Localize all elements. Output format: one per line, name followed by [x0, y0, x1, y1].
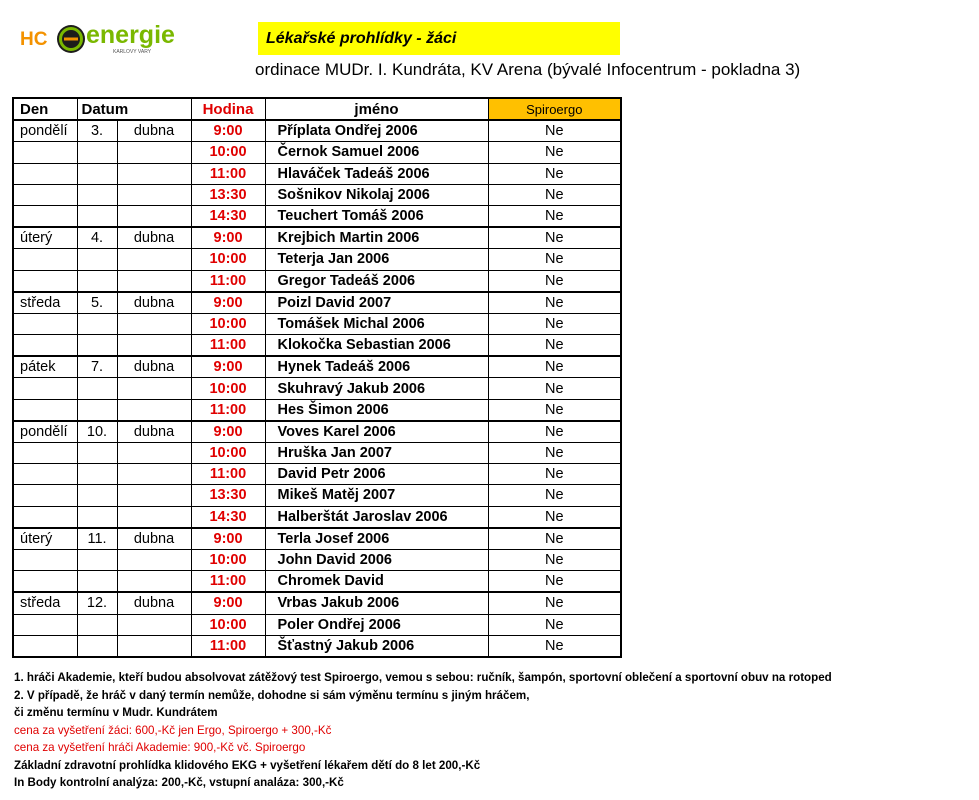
- cell-month: [117, 571, 191, 593]
- cell-spiroergo: Ne: [488, 120, 621, 142]
- cell-month: [117, 335, 191, 357]
- table-row: [13, 464, 621, 485]
- cell-time: 9:00: [191, 120, 265, 142]
- table-row: [13, 205, 621, 227]
- table-row: [13, 335, 621, 357]
- cell-time: 10:00: [191, 443, 265, 464]
- cell-den: středa: [13, 592, 77, 614]
- cell-time: 9:00: [191, 592, 265, 614]
- cell-month: [117, 249, 191, 270]
- cell-day-number: [77, 635, 117, 657]
- table-row: [13, 592, 621, 614]
- page-title: Lékařské prohlídky - žáci: [266, 30, 457, 47]
- cell-time: 14:30: [191, 506, 265, 528]
- cell-month: [117, 184, 191, 205]
- cell-spiroergo: Ne: [488, 378, 621, 399]
- cell-name: Černok Samuel 2006: [265, 142, 488, 163]
- header-datum: Datum: [77, 98, 191, 120]
- cell-den: středa: [13, 292, 77, 314]
- table-row: [13, 399, 621, 421]
- cell-spiroergo: Ne: [488, 549, 621, 570]
- cell-month: [117, 270, 191, 292]
- cell-spiroergo: Ne: [488, 270, 621, 292]
- cell-time: 11:00: [191, 335, 265, 357]
- cell-time: 10:00: [191, 378, 265, 399]
- cell-day-number: [77, 313, 117, 334]
- cell-day-number: [77, 378, 117, 399]
- cell-spiroergo: Ne: [488, 421, 621, 443]
- cell-day-number: 7.: [77, 356, 117, 378]
- logo-energie: energie: [86, 21, 175, 49]
- cell-time: 9:00: [191, 528, 265, 550]
- cell-spiroergo: Ne: [488, 356, 621, 378]
- cell-month: [117, 635, 191, 657]
- cell-den: [13, 506, 77, 528]
- cell-day-number: [77, 485, 117, 506]
- cell-day-number: [77, 142, 117, 163]
- cell-day-number: [77, 184, 117, 205]
- header-hodina: Hodina: [191, 98, 265, 120]
- cell-name: Hynek Tadeáš 2006: [265, 356, 488, 378]
- table-row: [13, 571, 621, 593]
- cell-day-number: 12.: [77, 592, 117, 614]
- cell-time: 11:00: [191, 571, 265, 593]
- cell-spiroergo: Ne: [488, 635, 621, 657]
- cell-day-number: 4.: [77, 227, 117, 249]
- cell-time: 10:00: [191, 313, 265, 334]
- table-row: [13, 249, 621, 270]
- cell-name: Halberštát Jaroslav 2006: [265, 506, 488, 528]
- cell-spiroergo: Ne: [488, 528, 621, 550]
- cell-name: Vrbas Jakub 2006: [265, 592, 488, 614]
- cell-time: 10:00: [191, 614, 265, 635]
- cell-month: [117, 549, 191, 570]
- cell-spiroergo: Ne: [488, 292, 621, 314]
- cell-spiroergo: Ne: [488, 184, 621, 205]
- cell-name: Chromek David: [265, 571, 488, 593]
- cell-month: dubna: [117, 528, 191, 550]
- cell-spiroergo: Ne: [488, 163, 621, 184]
- cell-day-number: [77, 464, 117, 485]
- cell-den: [13, 163, 77, 184]
- cell-day-number: [77, 249, 117, 270]
- cell-spiroergo: Ne: [488, 227, 621, 249]
- cell-den: [13, 335, 77, 357]
- cell-name: Poizl David 2007: [265, 292, 488, 314]
- cell-name: Šťastný Jakub 2006: [265, 635, 488, 657]
- cell-den: [13, 378, 77, 399]
- cell-den: pondělí: [13, 120, 77, 142]
- cell-spiroergo: Ne: [488, 443, 621, 464]
- cell-spiroergo: Ne: [488, 249, 621, 270]
- table-row: [13, 142, 621, 163]
- table-row: [13, 614, 621, 635]
- table-row: [13, 421, 621, 443]
- cell-name: Terla Josef 2006: [265, 528, 488, 550]
- table-row: [13, 313, 621, 334]
- cell-den: [13, 270, 77, 292]
- cell-month: dubna: [117, 421, 191, 443]
- cell-den: [13, 443, 77, 464]
- cell-name: John David 2006: [265, 549, 488, 570]
- cell-day-number: [77, 571, 117, 593]
- cell-month: [117, 506, 191, 528]
- cell-time: 10:00: [191, 249, 265, 270]
- cell-day-number: [77, 270, 117, 292]
- cell-den: pátek: [13, 356, 77, 378]
- note-line: 2. V případě, že hráč v daný termín nemůže, dohodne si sám výměnu termínu s jiným hráčem,: [14, 688, 530, 702]
- cell-name: Klokočka Sebastian 2006: [265, 335, 488, 357]
- cell-month: dubna: [117, 292, 191, 314]
- table-row: [13, 356, 621, 378]
- cell-spiroergo: Ne: [488, 142, 621, 163]
- note-line: či změnu termínu v Mudr. Kundrátem: [14, 706, 218, 719]
- table-row: [13, 635, 621, 657]
- cell-day-number: 10.: [77, 421, 117, 443]
- cell-den: [13, 399, 77, 421]
- cell-den: úterý: [13, 227, 77, 249]
- cell-time: 11:00: [191, 163, 265, 184]
- cell-day-number: [77, 443, 117, 464]
- logo-sub: KARLOVY VARY: [113, 49, 152, 55]
- note-line: cena za vyšetření žáci: 600,-Kč jen Ergo, Spiroergo + 300,-Kč: [14, 723, 332, 737]
- cell-time: 9:00: [191, 292, 265, 314]
- table-row: [13, 443, 621, 464]
- cell-time: 9:00: [191, 421, 265, 443]
- cell-name: Hes Šimon 2006: [265, 399, 488, 421]
- cell-time: 14:30: [191, 205, 265, 227]
- table-row: [13, 528, 621, 550]
- table-row: [13, 292, 621, 314]
- cell-name: Krejbich Martin 2006: [265, 227, 488, 249]
- cell-month: [117, 614, 191, 635]
- cell-time: 11:00: [191, 270, 265, 292]
- cell-den: [13, 249, 77, 270]
- cell-den: [13, 184, 77, 205]
- cell-time: 9:00: [191, 227, 265, 249]
- cell-day-number: [77, 549, 117, 570]
- cell-spiroergo: Ne: [488, 205, 621, 227]
- cell-time: 9:00: [191, 356, 265, 378]
- cell-name: Tomášek Michal 2006: [265, 313, 488, 334]
- notes-section: [14, 669, 974, 792]
- cell-den: [13, 571, 77, 593]
- cell-name: Hlaváček Tadeáš 2006: [265, 163, 488, 184]
- cell-day-number: 3.: [77, 120, 117, 142]
- cell-den: [13, 205, 77, 227]
- header-spiroergo: Spiroergo: [488, 98, 621, 120]
- page-subtitle: ordinace MUDr. I. Kundráta, KV Arena (bývalé Infocentrum - pokladna 3): [255, 60, 801, 79]
- note-line: In Body kontrolní analýza: 200,-Kč, vstupní analáza: 300,-Kč: [14, 776, 344, 789]
- cell-spiroergo: Ne: [488, 313, 621, 334]
- cell-den: pondělí: [13, 421, 77, 443]
- cell-day-number: [77, 205, 117, 227]
- cell-name: Skuhravý Jakub 2006: [265, 378, 488, 399]
- cell-month: [117, 443, 191, 464]
- cell-spiroergo: Ne: [488, 614, 621, 635]
- cell-name: Gregor Tadeáš 2006: [265, 270, 488, 292]
- cell-month: [117, 378, 191, 399]
- cell-name: Teterja Jan 2006: [265, 249, 488, 270]
- table-row: [13, 163, 621, 184]
- header-den: Den: [13, 98, 77, 120]
- cell-day-number: [77, 614, 117, 635]
- cell-time: 11:00: [191, 399, 265, 421]
- cell-time: 13:30: [191, 184, 265, 205]
- table-row: [13, 549, 621, 570]
- table-row: [13, 120, 621, 142]
- cell-month: [117, 313, 191, 334]
- table-row: [13, 184, 621, 205]
- cell-month: dubna: [117, 592, 191, 614]
- header-jmeno: jméno: [265, 98, 488, 120]
- cell-den: [13, 485, 77, 506]
- cell-day-number: [77, 163, 117, 184]
- cell-den: [13, 614, 77, 635]
- cell-name: Voves Karel 2006: [265, 421, 488, 443]
- note-line: 1. hráči Akademie, kteří budou absolvovat zátěžový test Spiroergo, vemou s sebou: ručník, šampón, sportovní oblečení a sportovní obuv na rotoped: [14, 671, 832, 684]
- cell-day-number: 11.: [77, 528, 117, 550]
- cell-den: [13, 549, 77, 570]
- cell-time: 11:00: [191, 635, 265, 657]
- cell-spiroergo: Ne: [488, 485, 621, 506]
- cell-month: [117, 142, 191, 163]
- cell-day-number: [77, 335, 117, 357]
- cell-name: Mikeš Matěj 2007: [265, 485, 488, 506]
- cell-den: úterý: [13, 528, 77, 550]
- cell-spiroergo: Ne: [488, 592, 621, 614]
- schedule-table: [12, 97, 622, 658]
- cell-den: [13, 635, 77, 657]
- note-line: cena za vyšetření hráči Akademie: 900,-Kč vč. Spiroergo: [14, 741, 306, 754]
- cell-time: 10:00: [191, 549, 265, 570]
- cell-time: 11:00: [191, 464, 265, 485]
- table-row: [13, 227, 621, 249]
- cell-spiroergo: Ne: [488, 571, 621, 593]
- cell-spiroergo: Ne: [488, 335, 621, 357]
- cell-spiroergo: Ne: [488, 464, 621, 485]
- table-row: [13, 378, 621, 399]
- cell-name: Příplata Ondřej 2006: [265, 120, 488, 142]
- cell-month: [117, 205, 191, 227]
- cell-name: Sošnikov Nikolaj 2006: [265, 184, 488, 205]
- hc-energie-logo: [18, 18, 198, 58]
- cell-day-number: 5.: [77, 292, 117, 314]
- cell-month: dubna: [117, 120, 191, 142]
- cell-name: David Petr 2006: [265, 464, 488, 485]
- cell-name: Teuchert Tomáš 2006: [265, 205, 488, 227]
- cell-name: Poler Ondřej 2006: [265, 614, 488, 635]
- cell-month: [117, 485, 191, 506]
- table-row: [13, 270, 621, 292]
- cell-month: dubna: [117, 227, 191, 249]
- cell-day-number: [77, 399, 117, 421]
- cell-den: [13, 142, 77, 163]
- cell-month: dubna: [117, 356, 191, 378]
- table-row: [13, 506, 621, 528]
- cell-den: [13, 313, 77, 334]
- cell-spiroergo: Ne: [488, 506, 621, 528]
- cell-den: [13, 464, 77, 485]
- cell-spiroergo: Ne: [488, 399, 621, 421]
- cell-day-number: [77, 506, 117, 528]
- note-line: Základní zdravotní prohlídka klidového EKG + vyšetření lékařem dětí do 8 let 200,-Kč: [14, 758, 481, 772]
- cell-time: 10:00: [191, 142, 265, 163]
- table-row: [13, 485, 621, 506]
- cell-month: [117, 464, 191, 485]
- cell-month: [117, 163, 191, 184]
- cell-month: [117, 399, 191, 421]
- cell-name: Hruška Jan 2007: [265, 443, 488, 464]
- logo-hc: HC: [20, 29, 48, 50]
- cell-time: 13:30: [191, 485, 265, 506]
